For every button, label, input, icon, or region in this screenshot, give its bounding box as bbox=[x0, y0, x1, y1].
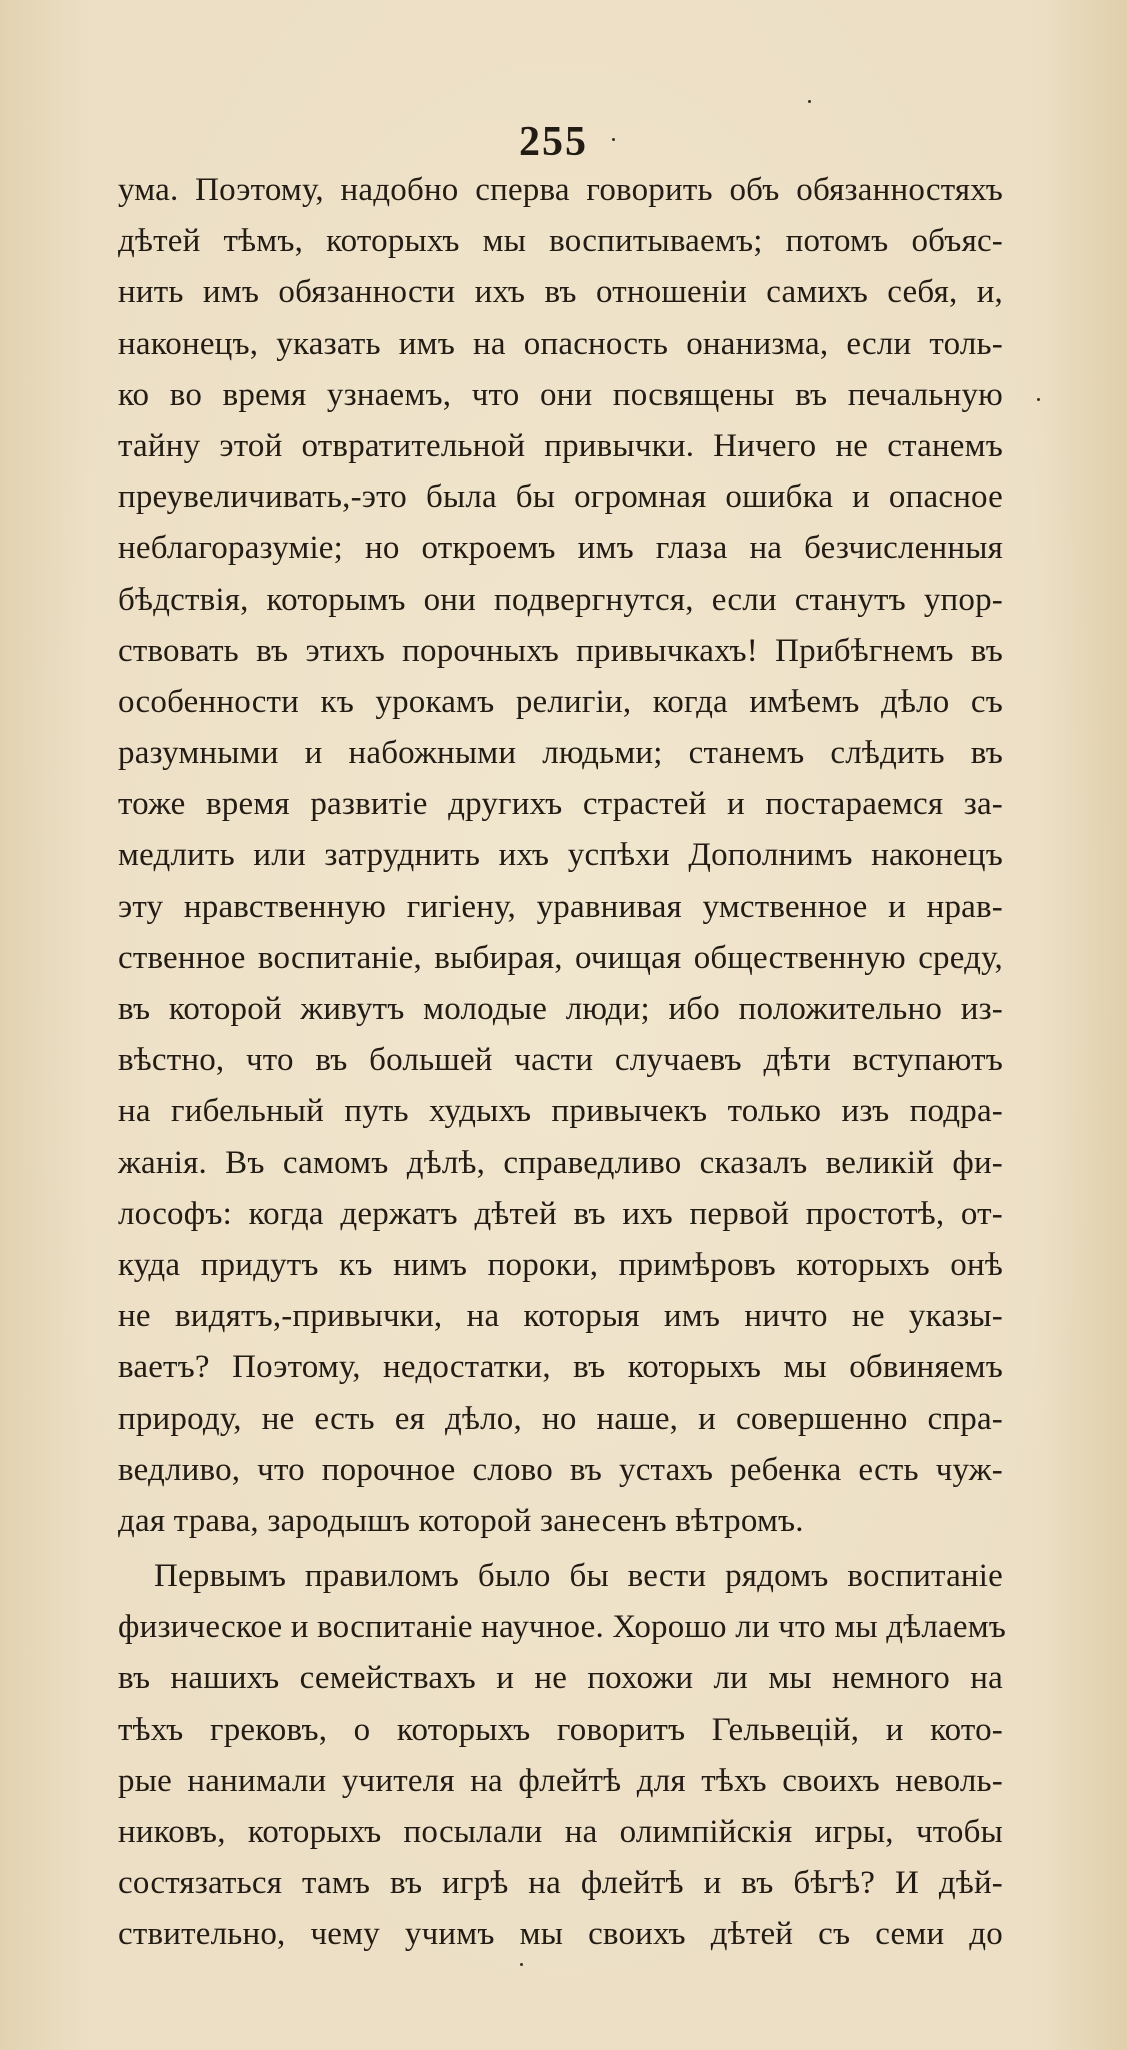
text-line: ума. Поэтому, надобно сперва говорить объ обязанностяхъ bbox=[118, 172, 1003, 208]
text-line: дѣтей тѣмъ, которыхъ мы воспитываемъ; потомъ объяс- bbox=[118, 223, 1003, 260]
text-line: Первымъ правиломъ было бы вести рядомъ воспитаніе bbox=[154, 1558, 1003, 1595]
text-line: вѣстно, что въ большей части случаевъ дѣти вступаютъ bbox=[118, 1042, 1003, 1079]
text-line: природу, не есть ея дѣло, но наше, и совершенно спра- bbox=[118, 1400, 1003, 1437]
text-line: особенности къ урокамъ религіи, когда имѣемъ дѣло съ bbox=[118, 683, 1003, 720]
text-block bbox=[118, 165, 1007, 1961]
text-line: куда придутъ къ нимъ пороки, примѣровъ которыхъ онѣ bbox=[118, 1246, 1003, 1283]
text-line: неблагоразуміе; но откроемъ имъ глаза на безчисленныя bbox=[118, 530, 1003, 567]
text-line: медлить или затруднить ихъ успѣхи Дополнимъ наконецъ bbox=[118, 837, 1003, 874]
text-line: въ нашихъ семействахъ и не похожи ли мы немного на bbox=[118, 1660, 1003, 1697]
text-line: жанія. Въ самомъ дѣлѣ, справедливо сказалъ великій фи- bbox=[118, 1144, 1003, 1181]
text-line: рые нанимали учителя на флейтѣ для тѣхъ своихъ неволь- bbox=[118, 1762, 1003, 1799]
text-line: никовъ, которыхъ посылали на олимпійскія игры, чтобы bbox=[118, 1814, 1003, 1850]
ink-speck bbox=[1037, 398, 1040, 401]
text-line: тайну этой отвратительной привычки. Ничего не станемъ bbox=[118, 427, 1003, 464]
text-line: ственное воспитаніе, выбирая, очищая общественную среду, bbox=[118, 939, 1003, 976]
text-line: состязаться тамъ въ игрѣ на флейтѣ и въ бѣгѣ? И дѣй- bbox=[118, 1865, 1003, 1902]
text-line: нить имъ обязанности ихъ въ отношеніи самихъ себя, и, bbox=[118, 274, 1003, 311]
text-line: тѣхъ грековъ, о которыхъ говоритъ Гельвецій, и кото- bbox=[118, 1711, 1003, 1748]
text-line: ваетъ? Поэтому, недостатки, въ которыхъ мы обвиняемъ bbox=[118, 1349, 1003, 1386]
text-line: бѣдствія, которымъ они подвергнутся, если станутъ упор- bbox=[118, 581, 1003, 618]
text-line: ствовать въ этихъ порочныхъ привычкахъ! Прибѣгнемъ въ bbox=[118, 632, 1003, 669]
text-line: разумными и набожными людьми; станемъ слѣдить въ bbox=[118, 735, 1003, 772]
ink-speck bbox=[520, 1963, 523, 1966]
text-line: ствительно, чему учимъ мы своихъ дѣтей съ семи до bbox=[118, 1916, 1003, 1953]
text-line: на гибельный путь худыхъ привычекъ только изъ подра- bbox=[118, 1093, 1003, 1130]
text-line: дая трава, зародышъ которой занесенъ вѣтромъ. bbox=[118, 1502, 804, 1539]
ink-speck bbox=[808, 100, 811, 103]
text-line: эту нравственную гигіену, уравнивая умственное и нрав- bbox=[118, 888, 1003, 925]
text-line: преувеличивать,-это была бы огромная ошибка и опасное bbox=[118, 479, 1003, 516]
ink-speck bbox=[612, 138, 615, 141]
text-line: наконецъ, указать имъ на опасность онанизма, если толь- bbox=[118, 325, 1003, 362]
text-line: тоже время развитіе другихъ страстей и постараемся за- bbox=[118, 786, 1003, 823]
text-line: ведливо, что порочное слово въ устахъ ребенка есть чуж- bbox=[118, 1451, 1003, 1488]
text-line: лософъ: когда держатъ дѣтей въ ихъ первой простотѣ, от- bbox=[118, 1195, 1003, 1232]
text-line: въ которой живутъ молодые люди; ибо положительно из- bbox=[118, 991, 1003, 1027]
page-number: 255 bbox=[519, 119, 588, 165]
text-line: ко во время узнаемъ, что они посвящены въ печальную bbox=[118, 376, 1003, 413]
text-line: физическое и воспитаніе научное. Хорошо ли что мы дѣлаемъ bbox=[118, 1609, 1007, 1646]
text-line: не видятъ,-привычки, на которыя имъ ничто не указы- bbox=[118, 1298, 1003, 1335]
